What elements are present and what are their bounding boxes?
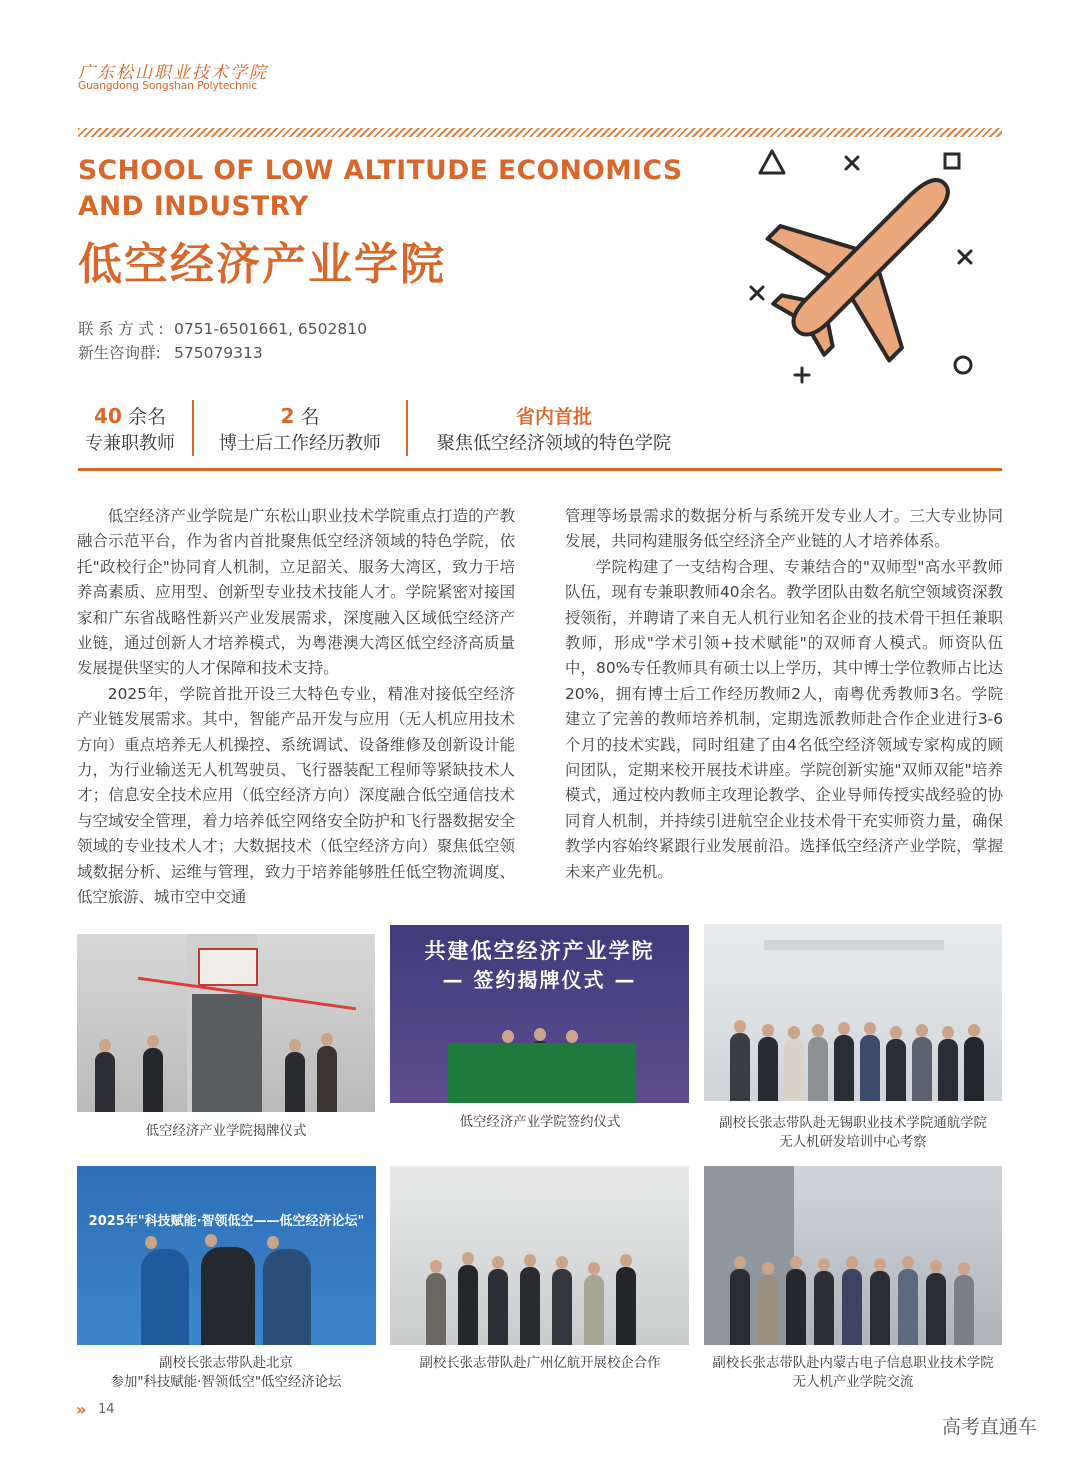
photo-signing-ceremony (390, 925, 689, 1103)
watermark-brand: 高考直通车 (942, 1416, 1038, 1438)
stat-divider (192, 400, 194, 456)
article-column-right (565, 504, 1003, 885)
school-logo-en: Guangdong Songshan Polytechnic (78, 80, 258, 92)
airplane-icon (740, 140, 1005, 390)
page-title-cn: 低空经济产业学院 (78, 239, 446, 290)
contact-phone-value: 0751-6501661, 6502810 (174, 320, 367, 338)
cross-icon (959, 251, 971, 263)
stat-label: 聚焦低空经济领域的特色学院 (437, 433, 671, 454)
square-icon (945, 154, 959, 168)
banner-text: 共建低空经济产业学院 (424, 939, 655, 963)
banner-text: — 签约揭牌仪式 — (442, 968, 637, 992)
photo-inner-mongolia-visit (704, 1166, 1002, 1345)
stat-number: 2 (280, 404, 295, 428)
banner-text: 2025年"科技赋能·智领低空——低空经济论坛" (88, 1214, 365, 1229)
title-en-line-2: AND INDUSTRY (78, 191, 309, 222)
stats-bar (78, 398, 1002, 471)
photo-caption: 低空经济产业学院揭牌仪式 (145, 1124, 307, 1139)
article-paragraph: 低空经济产业学院是广东松山职业技术学院重点打造的产教融合示范平台，作为省内首批聚焦低空经济领域的特色学院，依托"政校行企"协同育人机制，立足韶关、服务大湾区，致力于培养高素质、应用型、创新型专业技术技能人才。学院紧密对接国家和广东省战略性新兴产业发展需求，深度融入区域低空经济产业链，通过创新人才培养模式，为粤港澳大湾区低空经济高质量发展提供坚实的人才保障和技术支持。 (77, 507, 515, 678)
triangle-icon (760, 151, 784, 173)
contact-qq (78, 341, 263, 363)
article-paragraph: 学院构建了一支结构合理、专兼结合的"双师型"高水平教师队伍，现有专兼职教师40余名。教学团队由数名航空领域资深教授领衔，并聘请了来自无人机行业知名企业的技术骨干担任兼职教师，形成"学术引领+技术赋能"的双师育人模式。师资队伍中，80%专任教师具有硕士以上学历，其中博士学位教师占比达20%，拥有博士后工作经历教师2人，南粤优秀教师3名。学院建立了完善的教师培养机制，定期选派教师赴合作企业进行3-6个月的技术实践，同时组建了由4名低空经济领域专家构成的顾问团队，定期来校开展技术讲座。学院创新实施"双师双能"培养模式，通过校内教师主攻理论教学、企业导师传授实战经验的协同育人机制，并持续引进航空企业技术骨干充实师资力量，确保教学内容始终紧跟行业发展前沿。选择低空经济产业学院，掌握未来产业先机。 (565, 557, 1003, 881)
stat-postdoc (208, 402, 392, 455)
hatch-divider (78, 128, 1002, 137)
plus-icon (795, 368, 809, 382)
article-paragraph: 管理等场景需求的数据分析与系统开发专业人才。三大专业协同发展，共同构建服务低空经济全产业链的人才培养体系。 (565, 507, 1003, 551)
title-en-line-1: SCHOOL OF LOW ALTITUDE ECONOMICS (78, 155, 683, 186)
stat-label: 博士后工作经历教师 (219, 433, 381, 454)
photo-caption: 低空经济产业学院签约仪式 (459, 1115, 621, 1130)
contact-phone-label: 联系方式: (78, 320, 169, 338)
page-title-en (78, 153, 758, 225)
photo-caption: 副校长张志带队赴无锡职业技术学院通航学院 无人机研发培训中心考察 (719, 1116, 987, 1150)
contact-qq-label: 新生咨询群: (78, 344, 161, 362)
stat-number: 40 (94, 404, 122, 428)
page-number: 14 (98, 1402, 115, 1417)
circle-icon (955, 357, 971, 373)
photo-caption: 副校长张志带队赴内蒙古电子信息职业技术学院 无人机产业学院交流 (712, 1356, 994, 1390)
article-column-left (77, 504, 515, 911)
contact-phone (78, 317, 367, 339)
stat-unit: 余名 (127, 406, 166, 428)
stat-teachers (78, 402, 182, 455)
cross-icon (751, 287, 763, 299)
photo-caption: 副校长张志带队赴北京 参加"科技赋能·智领低空"低空经济论坛 (110, 1356, 342, 1390)
photo-guangzhou-visit (390, 1166, 689, 1345)
cross-icon (846, 157, 858, 169)
stat-first-batch (422, 402, 686, 455)
photo-plaque-unveiling (77, 934, 375, 1112)
page-arrow-icon: » (76, 1400, 87, 1419)
stat-label: 专兼职教师 (85, 433, 175, 454)
stat-unit: 名 (300, 406, 320, 428)
stat-highlight: 省内首批 (515, 406, 592, 428)
contact-qq-value: 575079313 (174, 344, 263, 362)
article-paragraph: 2025年，学院首批开设三大特色专业，精准对接低空经济产业链发展需求。其中，智能产品开发与应用（无人机应用技术方向）重点培养无人机操控、系统调试、设备维修及创新设计能力，为行业输送无人机驾驶员、飞行器装配工程师等紧缺技术人才；信息安全技术应用（低空经济方向）深度融合低空通信技术与空域安全管理，着力培养低空网络安全防护和飞行器数据安全领域的专业技术人才；大数据技术（低空经济方向）聚焦低空领域数据分析、运维与管理，致力于培养能够胜任低空物流调度、低空旅游、城市空中交通 (77, 684, 515, 907)
school-logo-cn: 广东松山职业技术学院 (78, 63, 268, 83)
photo-caption: 副校长张志带队赴广州亿航开展校企合作 (419, 1356, 661, 1371)
airplane-illustration (740, 140, 1010, 390)
stat-divider (406, 400, 408, 456)
photo-beijing-forum (77, 1166, 376, 1345)
photo-wuxi-visit (704, 924, 1002, 1101)
